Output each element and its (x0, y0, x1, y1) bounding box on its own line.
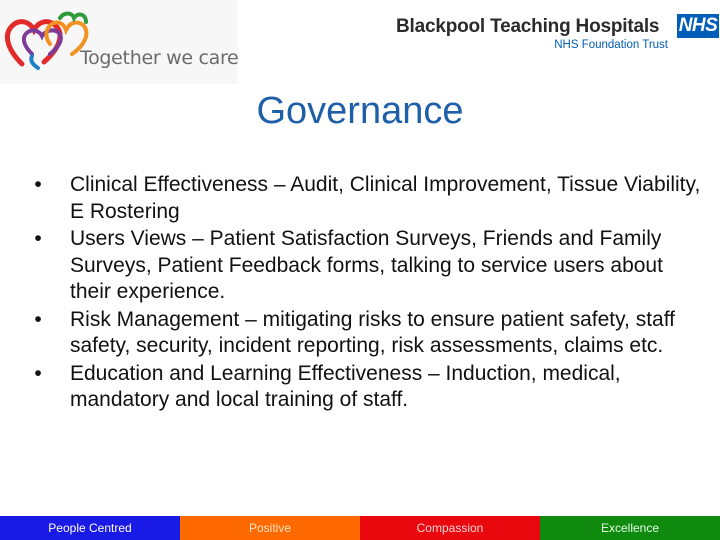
organisation-subtitle: NHS Foundation Trust (554, 39, 668, 51)
bullet-dot: • (34, 173, 42, 196)
bullet-dot: • (34, 307, 42, 331)
values-footer-bar (0, 516, 720, 540)
bullet-dot: • (34, 227, 42, 250)
logo-tagline: Together we care (80, 47, 239, 69)
bullet-text: Risk Management – mitigating risks to ensure patient safety, staff safety, security, incident reporting, risk assessments, claims etc. (70, 307, 676, 357)
governance-bullet-list (28, 172, 708, 415)
bullet-text: Clinical Effectiveness – Audit, Clinical Improvement, Tissue Viability, E Rostering (70, 173, 701, 223)
bullet-text: Users Views – Patient Satisfaction Surveys, Friends and Family Surveys, Patient Feedback forms, talking to service users about their experience. (70, 227, 663, 303)
nhs-logo: NHS (678, 15, 718, 36)
footer-value-excellence: Excellence (540, 516, 720, 540)
footer-value-compassion: Compassion (360, 516, 540, 540)
bullet-text: Education and Learning Effectiveness – Induction, medical, mandatory and local training of staff. (70, 361, 621, 411)
trust-logo (0, 0, 238, 84)
bullet-item-users-views (28, 226, 708, 306)
bullet-item-risk-management (28, 307, 708, 360)
footer-value-people-centred: People Centred (0, 516, 180, 540)
page-title-text: Governance (256, 90, 464, 132)
page-title (0, 90, 720, 133)
organisation-name: Blackpool Teaching Hospitals (396, 16, 660, 37)
bullet-item-education-learning (28, 361, 708, 414)
bullet-item-clinical-effectiveness (28, 172, 708, 225)
bullet-dot: • (34, 361, 42, 385)
footer-value-positive: Positive (180, 516, 360, 540)
